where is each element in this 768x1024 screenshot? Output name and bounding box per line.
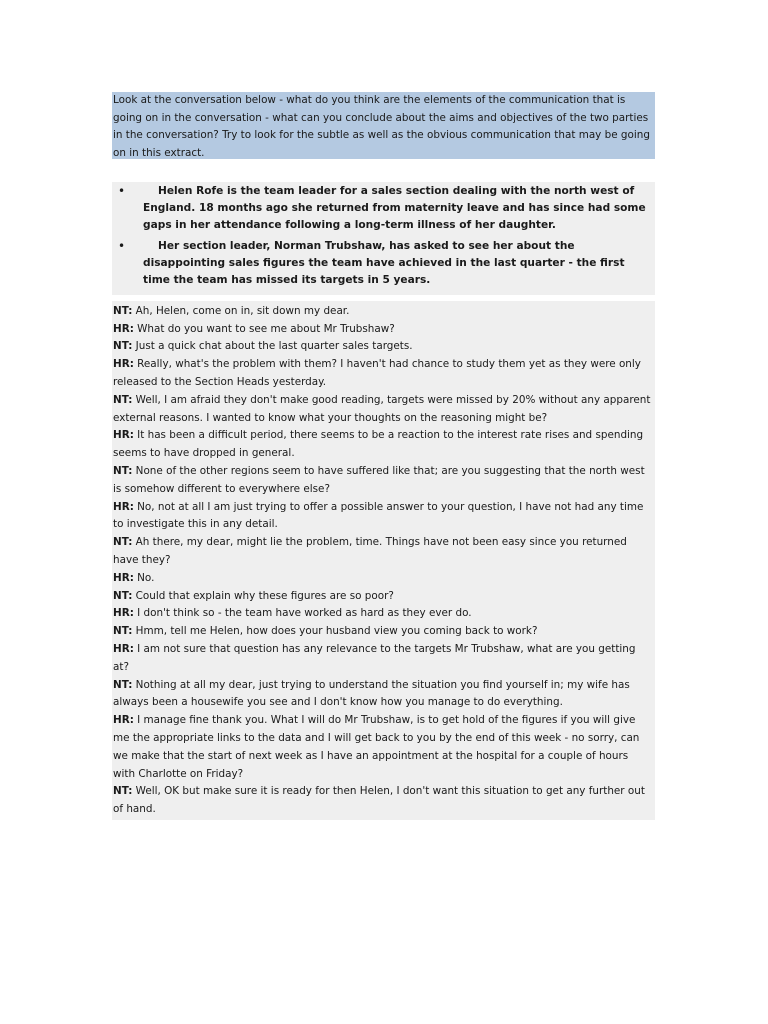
- dialogue-line: [113, 303, 653, 321]
- speaker-label: NT:: [113, 393, 133, 406]
- dialogue-line: [113, 427, 653, 463]
- speaker-label: NT:: [113, 536, 133, 549]
- dialogue-text: No.: [133, 571, 155, 584]
- document-page: [112, 92, 655, 820]
- speaker-label: HR:: [113, 607, 134, 620]
- dialogue-line: [113, 356, 653, 392]
- bullet-icon: •: [118, 184, 126, 198]
- dialogue-text: It has been a difficult period, there seems to be a reaction to the interest rate rises and spending seems to have dropped in general.: [113, 429, 644, 460]
- dialogue-line: [113, 534, 653, 570]
- intro-paragraph: Look at the conversation below - what do you think are the elements of the communication that is going on in the conversation - what can you conclude about the aims and objectives of the two parties in the conversation? Try to look for the subtle as well as the obvious communication that may be going on in this extract.: [112, 92, 655, 159]
- background-bullet-list: [112, 182, 655, 295]
- speaker-label: NT:: [113, 304, 133, 317]
- dialogue-text: I am not sure that question has any relevance to the targets Mr Trubshaw, what are you getting at?: [113, 642, 636, 673]
- dialogue-text: Well, OK but make sure it is ready for then Helen, I don't want this situation to get any further out of hand.: [113, 785, 645, 816]
- bullet-text: Helen Rofe is the team leader for a sales section dealing with the north west of England. 18 months ago she returned from maternity leave and has since had some gaps in her attendance following a long-term illness of her daughter.: [143, 185, 646, 231]
- dialogue-line: [113, 321, 653, 339]
- speaker-label: NT:: [113, 589, 133, 602]
- speaker-label: NT:: [113, 464, 133, 477]
- dialogue-text: Really, what's the problem with them? I haven't had chance to study them yet as they were only released to the Section Heads yesterday.: [113, 358, 641, 388]
- dialogue-text: None of the other regions seem to have suffered like that; are you suggesting that the north west is somehow different to everywhere else?: [113, 464, 645, 495]
- dialogue-line: [113, 783, 653, 819]
- speaker-label: HR:: [113, 429, 134, 442]
- dialogue-line: [113, 463, 653, 499]
- dialogue-line: [113, 623, 653, 641]
- dialogue-text: What do you want to see me about Mr Trubshaw?: [133, 322, 395, 335]
- dialogue-text: Hmm, tell me Helen, how does your husband view you coming back to work?: [132, 625, 538, 638]
- dialogue-line: [113, 570, 653, 588]
- dialogue-text: No, not at all I am just trying to offer a possible answer to your question, I have not had any time to investigate this in any detail.: [113, 500, 644, 531]
- bullet-icon: •: [118, 239, 126, 254]
- dialogue-text: I don't think so - the team have worked as hard as they ever do.: [133, 607, 472, 620]
- conversation-transcript: [112, 301, 655, 820]
- speaker-label: NT:: [113, 785, 133, 798]
- dialogue-text: Just a quick chat about the last quarter sales targets.: [132, 340, 413, 353]
- speaker-label: HR:: [113, 642, 134, 655]
- dialogue-line: [113, 588, 653, 606]
- dialogue-text: Well, I am afraid they don't make good reading, targets were missed by 20% without any apparent external reasons. I wanted to know what your thoughts on the reasoning might be?: [113, 393, 651, 424]
- dialogue-text: I manage fine thank you. What I will do Mr Trubshaw, is to get hold of the figures if you will give me the appropriate links to the data and I will get back to you by the end of this week - no sorry, can we make that the start of next week as I have an appointment at the hospital for a couple of hours with Charlotte on Friday?: [113, 714, 640, 780]
- speaker-label: HR:: [113, 571, 134, 584]
- speaker-label: NT:: [113, 340, 133, 353]
- dialogue-text: Nothing at all my dear, just trying to understand the situation you find yourself in; my wife has always been a housewife you see and I don't know how you manage to do everything.: [113, 678, 630, 709]
- speaker-label: HR:: [113, 322, 134, 335]
- bullet-text: Her section leader, Norman Trubshaw, has asked to see her about the disappointing sales figures the team have achieved in the last quarter - the first time the team has missed its targets in 5 years.: [143, 240, 625, 286]
- dialogue-line: [113, 641, 653, 677]
- dialogue-line: [113, 712, 653, 783]
- bullet-item: [112, 183, 655, 233]
- dialogue-text: Ah, Helen, come on in, sit down my dear.: [132, 304, 350, 317]
- bullet-item: [112, 238, 655, 288]
- dialogue-text: Could that explain why these figures are so poor?: [132, 589, 394, 602]
- dialogue-line: [113, 338, 653, 356]
- speaker-label: HR:: [113, 358, 134, 371]
- dialogue-line: [113, 499, 653, 535]
- speaker-label: HR:: [113, 500, 134, 513]
- dialogue-text: Ah there, my dear, might lie the problem, time. Things have not been easy since you returned have they?: [113, 536, 627, 566]
- speaker-label: NT:: [113, 678, 133, 691]
- speaker-label: NT:: [113, 625, 133, 638]
- dialogue-line: [113, 677, 653, 713]
- speaker-label: HR:: [113, 714, 134, 727]
- dialogue-line: [113, 392, 653, 428]
- dialogue-line: [113, 605, 653, 623]
